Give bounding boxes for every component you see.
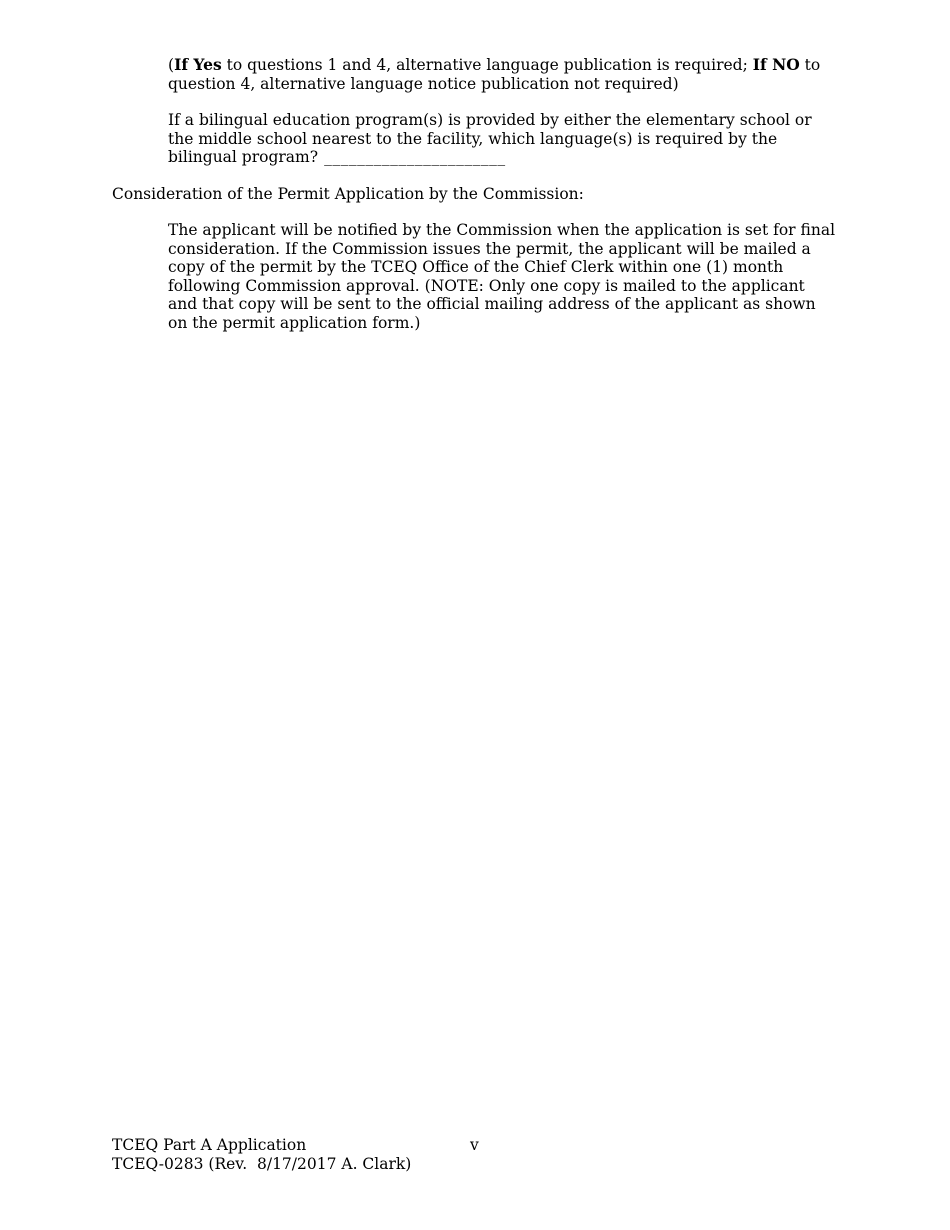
consideration-paragraph: The applicant will be notified by the Commission when the application is set for final consideration. If the Commission issues the permit, the applicant will be mailed a copy of the permit by the TCEQ Office of the Chief Clerk within one (1) month following Commission approval. (NOTE: Only one copy is mailed to the applicant and that copy will be sent to the official mailing address of the applicant as shown on the permit application form.) [168, 221, 836, 332]
alternative-language-note [168, 56, 838, 93]
if-yes-label: If Yes [174, 55, 222, 74]
bilingual-question-text: If a bilingual education program(s) is provided by either the elementary school or the middle school nearest to the facility, which language(s) is required by the bilingual program? [168, 111, 812, 166]
page-number: v [470, 1136, 479, 1154]
footer-form-info [112, 1136, 411, 1173]
section-heading: Consideration of the Permit Application by the Commission: [112, 185, 584, 203]
open-paren: ( [168, 56, 175, 74]
note-middle-text: to questions 1 and 4, alternative language publication is required; [221, 56, 753, 74]
note-end-text: to question 4, alternative language notice publication not required) [168, 56, 821, 93]
bilingual-program-question [168, 111, 838, 167]
if-no-label: If NO [752, 55, 800, 74]
bilingual-language-blank[interactable]: ______________________ [324, 148, 506, 166]
footer-form-revision: TCEQ-0283 (Rev. 8/17/2017 A. Clark) [112, 1154, 412, 1173]
footer-application-title: TCEQ Part A Application [112, 1136, 307, 1154]
